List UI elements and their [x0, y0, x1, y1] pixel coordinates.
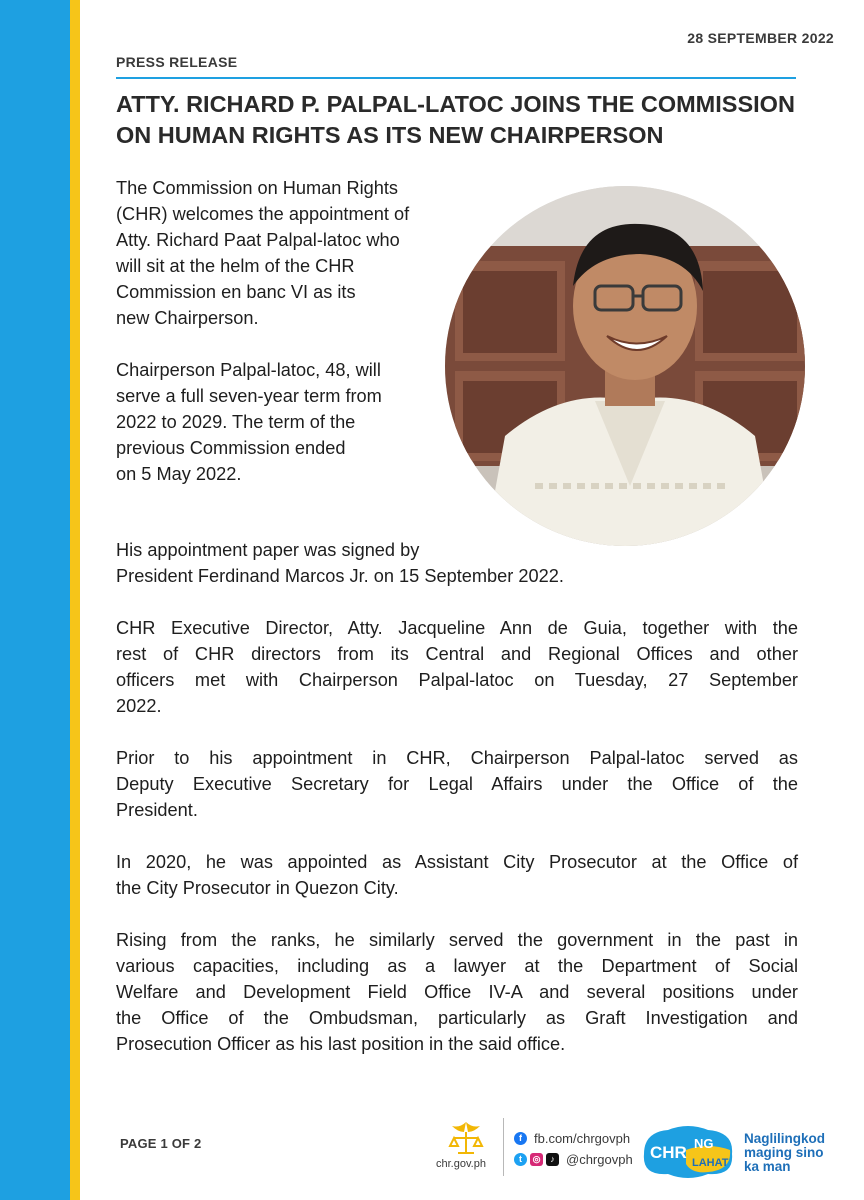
facebook-link[interactable]: fb.com/chrgovph — [534, 1131, 631, 1146]
chr-seal-icon — [446, 1120, 486, 1156]
text-line: The Commission on Human Rights — [116, 178, 399, 198]
text-line: Atty. Richard Paat Palpal-latoc who — [116, 230, 400, 250]
text-line: new Chairperson. — [116, 308, 259, 328]
text-line: Prior to his appointment in CHR, Chairperson Palpal-latoc served as — [116, 748, 798, 768]
text-line: Welfare and Development Field Office IV-A and several positions under — [116, 982, 798, 1002]
text-line: Chairperson Palpal-latoc, 48, will — [116, 360, 381, 380]
logo-text-lahat: LAHAT — [692, 1157, 729, 1169]
intro-column — [116, 175, 456, 487]
twitter-icon: t — [514, 1153, 527, 1166]
tagline-line: ka man — [744, 1159, 791, 1174]
text-line: Rising from the ranks, he similarly served the government in the past in — [116, 930, 798, 950]
website-link[interactable]: chr.gov.ph — [436, 1158, 486, 1170]
text-line: various capacities, including as a lawyer at the Department of Social — [116, 956, 798, 976]
left-blue-stripe — [0, 0, 70, 1200]
headline-line: ATTY. RICHARD P. PALPAL-LATOC JOINS THE COMMISSION — [116, 91, 795, 117]
facebook-row — [514, 1131, 630, 1146]
text-line: President. — [116, 800, 198, 820]
text-line: rest of CHR directors from its Central and Regional Offices and other — [116, 644, 798, 664]
release-date: 28 SEPTEMBER 2022 — [687, 30, 834, 46]
text-line: on 5 May 2022. — [116, 464, 242, 484]
instagram-icon: ◎ — [530, 1153, 543, 1166]
logo-text-ng: NG — [694, 1136, 714, 1151]
text-line: previous Commission ended — [116, 438, 346, 458]
page-number: PAGE 1 OF 2 — [120, 1136, 202, 1151]
facebook-icon: f — [514, 1132, 527, 1145]
text-line: the City Prosecutor in Quezon City. — [116, 878, 399, 898]
text-line: In 2020, he was appointed as Assistant City Prosecutor at the Office of — [116, 852, 798, 872]
text-line: 2022. — [116, 696, 162, 716]
chr-ng-lahat-logo — [638, 1120, 738, 1182]
text-line: officers met with Chairperson Palpal-latoc on Tuesday, 27 September — [116, 670, 798, 690]
text-line: Deputy Executive Secretary for Legal Affairs under the Office of the — [116, 774, 798, 794]
document-kind: PRESS RELEASE — [116, 54, 238, 70]
left-yellow-stripe — [70, 0, 80, 1200]
text-line: Commission en banc VI as its — [116, 282, 356, 302]
text-line: Prosecution Officer as his last position in the said office. — [116, 1034, 566, 1054]
tagline-line: maging sino — [744, 1145, 824, 1160]
tagline — [744, 1132, 854, 1174]
text-line: will sit at the helm of the CHR — [116, 256, 355, 276]
text-line: CHR Executive Director, Atty. Jacqueline Ann de Guia, together with the — [116, 618, 798, 638]
tiktok-icon: ♪ — [546, 1153, 559, 1166]
text-line: His appointment paper was signed by — [116, 540, 420, 560]
text-line: the Office of the Ombudsman, particularly as Graft Investigation and — [116, 1008, 798, 1028]
text-line: serve a full seven-year term from — [116, 386, 382, 406]
footer-divider — [503, 1118, 504, 1176]
headline — [116, 89, 836, 151]
text-line: 2022 to 2029. The term of the — [116, 412, 356, 432]
portrait-illustration — [445, 186, 805, 546]
text-line: President Ferdinand Marcos Jr. on 15 September 2022. — [116, 566, 564, 586]
text-line: (CHR) welcomes the appointment of — [116, 204, 410, 224]
chairperson-portrait — [445, 186, 805, 546]
social-handle[interactable]: @chrgovph — [566, 1152, 633, 1167]
tagline-line: Naglilingkod — [744, 1131, 825, 1146]
social-handles-row — [514, 1152, 633, 1167]
body-text — [116, 537, 798, 1057]
header-rule — [116, 77, 796, 79]
logo-text-chr: CHR — [650, 1143, 687, 1162]
headline-line: ON HUMAN RIGHTS AS ITS NEW CHAIRPERSON — [116, 122, 664, 148]
